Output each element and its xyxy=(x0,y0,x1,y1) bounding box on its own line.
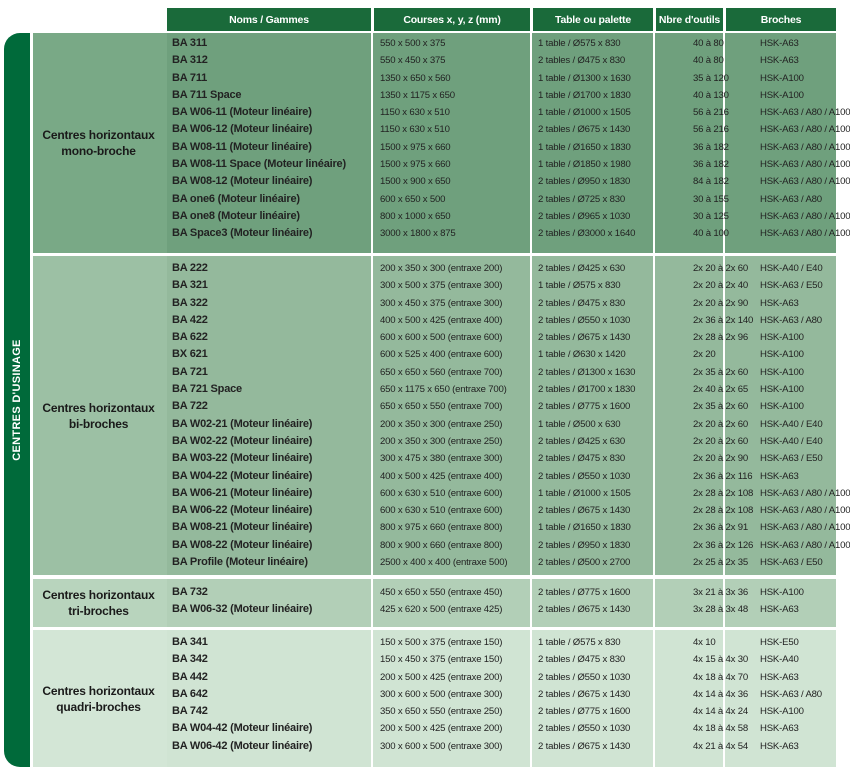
table-row xyxy=(167,173,850,190)
header-courses: Courses x, y, z (mm) xyxy=(374,8,530,31)
table-value: 2 tables / Ø725 x 830 xyxy=(538,193,626,205)
category-label: Centres horizontaux mono-broche xyxy=(42,128,155,158)
model-name: BA 722 xyxy=(172,400,208,413)
table-value: 2 tables / Ø550 x 1030 xyxy=(538,723,631,735)
broches-value: HSK-A100 xyxy=(760,587,804,598)
table-value: 2 tables / Ø775 x 1600 xyxy=(538,587,631,598)
model-name: BA 721 Space xyxy=(172,383,242,396)
model-name: BA W03-22 (Moteur linéaire) xyxy=(172,452,313,465)
table-row xyxy=(167,70,836,87)
broches-value: HSK-A63 / A80 / A100 xyxy=(760,107,850,119)
model-name: BA W08-22 (Moteur linéaire) xyxy=(172,538,313,551)
courses-value: 1350 x 1175 x 650 xyxy=(380,89,455,101)
table-value: 2 tables / Ø675 x 1430 xyxy=(538,688,631,700)
section-mono-broche xyxy=(33,33,850,253)
table-value: 2 tables / Ø775 x 1600 xyxy=(538,706,631,718)
broches-value: HSK-A63 xyxy=(760,470,799,482)
table-row xyxy=(167,191,836,208)
outils-value: 4x 21 à 4x 54 xyxy=(693,740,749,752)
table-row xyxy=(167,329,836,346)
model-name: BA one8 (Moteur linéaire) xyxy=(172,209,300,222)
table-value: 2 tables / Ø500 x 2700 xyxy=(538,557,631,569)
table-value: 2 tables / Ø675 x 1430 xyxy=(538,604,631,616)
header-nbre-outils: Nbre d'outils xyxy=(656,8,723,31)
broches-value: HSK-A63 xyxy=(760,55,799,67)
outils-value: 4x 14 à 4x 36 xyxy=(693,688,749,700)
table-value: 1 table / Ø575 x 830 xyxy=(538,38,621,49)
model-name: BA 711 xyxy=(172,71,208,84)
table-value: 2 tables / Ø950 x 1830 xyxy=(538,539,631,551)
model-name: BX 621 xyxy=(172,348,208,361)
courses-value: 1500 x 975 x 660 xyxy=(380,141,451,153)
outils-value: 2x 20 à 2x 40 xyxy=(693,280,749,292)
broches-value: HSK-A100 xyxy=(760,384,804,396)
courses-value: 150 x 500 x 375 (entraxe 150) xyxy=(380,637,503,648)
outils-value: 2x 20 à 2x 60 xyxy=(693,263,749,274)
table-row xyxy=(167,584,836,601)
outils-value: 40 à 100 xyxy=(693,228,729,240)
courses-value: 650 x 1175 x 650 (entraxe 700) xyxy=(380,384,507,396)
section-bi-broches xyxy=(33,256,850,575)
table-row xyxy=(167,485,850,502)
outils-value: 2x 20 à 2x 60 xyxy=(693,418,749,430)
outils-value: 2x 36 à 2x 140 xyxy=(693,314,754,326)
courses-value: 300 x 450 x 375 (entraxe 300) xyxy=(380,297,503,309)
courses-value: 300 x 600 x 500 (entraxe 300) xyxy=(380,688,503,700)
courses-value: 200 x 350 x 300 (entraxe 200) xyxy=(380,263,503,274)
broches-value: HSK-A63 xyxy=(760,604,799,616)
table-value: 1 table / Ø575 x 830 xyxy=(538,280,621,292)
courses-value: 600 x 600 x 500 (entraxe 600) xyxy=(380,332,503,344)
broches-value: HSK-A63 / A80 xyxy=(760,314,822,326)
outils-value: 4x 15 à 4x 30 xyxy=(693,654,749,666)
table-value: 1 table / Ø500 x 630 xyxy=(538,418,621,430)
outils-value: 2x 36 à 2x 91 xyxy=(693,522,749,534)
courses-value: 800 x 975 x 660 (entraxe 800) xyxy=(380,522,503,534)
table-value: 2 tables / Ø475 x 830 xyxy=(538,453,626,465)
table-value: 2 tables / Ø425 x 630 xyxy=(538,435,626,447)
table-row xyxy=(167,295,836,312)
courses-value: 425 x 620 x 500 (entraxe 425) xyxy=(380,604,503,616)
courses-value: 800 x 900 x 660 (entraxe 800) xyxy=(380,539,503,551)
broches-value: HSK-A100 xyxy=(760,332,804,344)
outils-value: 2x 20 à 2x 60 xyxy=(693,435,749,447)
table-row xyxy=(167,416,836,433)
broches-value: HSK-A100 xyxy=(760,349,804,361)
table-row xyxy=(167,651,836,668)
table-row xyxy=(167,139,850,156)
table-value: 1 table / Ø1300 x 1630 xyxy=(538,72,631,84)
table-value: 1 table / Ø1000 x 1505 xyxy=(538,107,631,119)
model-name: BA W04-22 (Moteur linéaire) xyxy=(172,469,313,482)
courses-value: 350 x 650 x 550 (entraxe 250) xyxy=(380,706,503,718)
header-table-palette: Table ou palette xyxy=(533,8,653,31)
model-name: BA W06-12 (Moteur linéaire) xyxy=(172,123,313,136)
model-name: BA 422 xyxy=(172,313,208,326)
courses-value: 550 x 450 x 375 xyxy=(380,55,446,67)
broches-value: HSK-A63 / A80 / A100 xyxy=(760,522,850,534)
outils-value: 2x 36 à 2x 116 xyxy=(693,470,753,482)
broches-value: HSK-A63 xyxy=(760,297,799,309)
courses-value: 1350 x 650 x 560 xyxy=(380,72,451,84)
table-value: 2 tables / Ø550 x 1030 xyxy=(538,314,631,326)
table-value: 1 table / Ø1000 x 1505 xyxy=(538,487,631,499)
table-row xyxy=(167,519,850,536)
broches-value: HSK-A63 xyxy=(760,671,799,683)
table-row xyxy=(167,634,836,651)
outils-value: 4x 18 à 4x 58 xyxy=(693,723,749,735)
model-name: BA W08-11 (Moteur linéaire) xyxy=(172,140,312,153)
table-value: 2 tables / Ø675 x 1430 xyxy=(538,124,631,136)
courses-value: 200 x 350 x 300 (entraxe 250) xyxy=(380,435,503,447)
outils-value: 40 à 80 xyxy=(693,55,724,67)
broches-value: HSK-A63 / E50 xyxy=(760,557,823,569)
outils-value: 3x 21 à 3x 36 xyxy=(693,587,749,598)
model-name: BA Profile (Moteur linéaire) xyxy=(172,556,308,569)
outils-value: 4x 10 xyxy=(693,637,716,648)
model-name: BA W06-21 (Moteur linéaire) xyxy=(172,486,313,499)
broches-value: HSK-A63 / A80 / A100 xyxy=(760,228,850,240)
outils-value: 56 à 216 xyxy=(693,124,729,136)
broches-value: HSK-A100 xyxy=(760,366,804,378)
model-name: BA 341 xyxy=(172,636,208,648)
courses-value: 300 x 500 x 375 (entraxe 300) xyxy=(380,280,503,292)
courses-value: 1150 x 630 x 510 xyxy=(380,107,450,119)
broches-value: HSK-A63 / A80 / A100 xyxy=(760,487,850,499)
broches-value: HSK-A40 xyxy=(760,654,799,666)
table-value: 2 tables / Ø1300 x 1630 xyxy=(538,366,636,378)
model-name: BA W06-11 (Moteur linéaire) xyxy=(172,106,312,119)
outils-value: 30 à 155 xyxy=(693,193,729,205)
table-value: 1 table / Ø1650 x 1830 xyxy=(538,141,631,153)
header-noms-gammes: Noms / Gammes xyxy=(167,8,371,31)
table-row xyxy=(167,312,836,329)
table-row xyxy=(167,703,836,720)
courses-value: 3000 x 1800 x 875 xyxy=(380,228,456,240)
table-row xyxy=(167,398,836,415)
broches-value: HSK-A40 / E40 xyxy=(760,263,823,274)
table-row xyxy=(167,450,836,467)
courses-value: 200 x 500 x 425 (entraxe 200) xyxy=(380,723,503,735)
table-value: 2 tables / Ø425 x 630 xyxy=(538,263,626,274)
table-value: 2 tables / Ø3000 x 1640 xyxy=(538,228,636,240)
table-row xyxy=(167,669,836,686)
broches-value: HSK-A63 / A80 / A100 xyxy=(760,505,850,517)
table-value: 2 tables / Ø965 x 1030 xyxy=(538,210,631,222)
model-name: BA W08-21 (Moteur linéaire) xyxy=(172,521,313,534)
model-name: BA W08-11 Space (Moteur linéaire) xyxy=(172,158,346,171)
model-name: BA 321 xyxy=(172,279,208,292)
outils-value: 2x 40 à 2x 65 xyxy=(693,384,749,396)
courses-value: 300 x 600 x 500 (entraxe 300) xyxy=(380,740,503,752)
table-value: 2 tables / Ø675 x 1430 xyxy=(538,505,631,517)
courses-value: 400 x 500 x 425 (entraxe 400) xyxy=(380,314,503,326)
courses-value: 800 x 1000 x 650 xyxy=(380,210,451,222)
model-name: BA 711 Space xyxy=(172,88,242,101)
outils-value: 40 à 130 xyxy=(693,89,729,101)
courses-value: 1500 x 900 x 650 xyxy=(380,176,451,188)
table-row xyxy=(167,601,836,618)
section-body xyxy=(167,33,850,253)
courses-value: 600 x 630 x 510 (entraxe 600) xyxy=(380,505,503,517)
outils-value: 2x 25 à 2x 35 xyxy=(693,557,749,569)
table-value: 2 tables / Ø475 x 830 xyxy=(538,654,626,666)
courses-value: 1150 x 630 x 510 xyxy=(380,124,450,136)
model-name: BA 311 xyxy=(172,37,208,49)
table-row xyxy=(167,104,850,121)
category-label: Centres horizontaux tri-broches xyxy=(42,588,155,618)
outils-value: 30 à 125 xyxy=(693,210,729,222)
table-value: 1 table / Ø1850 x 1980 xyxy=(538,159,631,171)
broches-value: HSK-A100 xyxy=(760,706,804,718)
outils-value: 36 à 182 xyxy=(693,159,729,171)
outils-value: 2x 28 à 2x 108 xyxy=(693,487,754,499)
table-row xyxy=(167,554,836,571)
outils-value: 3x 28 à 3x 48 xyxy=(693,604,749,616)
broches-value: HSK-A63 / A80 / A100 xyxy=(760,176,850,188)
broches-value: HSK-A100 xyxy=(760,89,804,101)
table-value: 1 table / Ø630 x 1420 xyxy=(538,349,626,361)
table-value: 2 tables / Ø475 x 830 xyxy=(538,55,626,67)
courses-value: 600 x 650 x 500 xyxy=(380,193,446,205)
side-label-text: CENTRES D'USINAGE xyxy=(11,339,23,461)
broches-value: HSK-A40 / E40 xyxy=(760,418,823,430)
outils-value: 2x 20 à 2x 90 xyxy=(693,453,749,465)
table-row xyxy=(167,121,850,138)
model-name: BA 312 xyxy=(172,54,208,67)
table-value: 2 tables / Ø550 x 1030 xyxy=(538,470,631,482)
courses-value: 600 x 630 x 510 (entraxe 600) xyxy=(380,487,503,499)
table-row xyxy=(167,686,836,703)
model-name: BA 222 xyxy=(172,262,208,274)
table-value: 2 tables / Ø775 x 1600 xyxy=(538,401,631,413)
outils-value: 4x 14 à 4x 24 xyxy=(693,706,749,718)
outils-value: 2x 28 à 2x 96 xyxy=(693,332,749,344)
outils-value: 4x 18 à 4x 70 xyxy=(693,671,749,683)
model-name: BA W02-22 (Moteur linéaire) xyxy=(172,434,313,447)
outils-value: 35 à 120 xyxy=(693,72,729,84)
side-label xyxy=(4,33,30,767)
table-row xyxy=(167,277,836,294)
section-quadri-broches xyxy=(33,630,836,767)
broches-value: HSK-A40 / E40 xyxy=(760,435,823,447)
section-body xyxy=(167,579,836,627)
model-name: BA 622 xyxy=(172,331,208,344)
model-name: BA 442 xyxy=(172,670,208,683)
courses-value: 450 x 650 x 550 (entraxe 450) xyxy=(380,587,503,598)
category-label: Centres horizontaux quadri-broches xyxy=(42,683,155,714)
broches-value: HSK-E50 xyxy=(760,637,799,648)
model-name: BA W06-32 (Moteur linéaire) xyxy=(172,603,313,616)
broches-value: HSK-A100 xyxy=(760,401,804,413)
outils-value: 2x 20 xyxy=(693,349,716,361)
broches-value: HSK-A63 / A80 / A100 xyxy=(760,210,850,222)
broches-value: HSK-A63 xyxy=(760,740,799,752)
table-value: 1 table / Ø1650 x 1830 xyxy=(538,522,631,534)
table-row xyxy=(167,208,850,225)
outils-value: 2x 35 à 2x 60 xyxy=(693,366,749,378)
model-name: BA W06-42 (Moteur linéaire) xyxy=(172,739,313,752)
table-row xyxy=(167,156,850,173)
broches-value: HSK-A63 xyxy=(760,723,799,735)
model-name: BA 732 xyxy=(172,586,208,598)
table-row xyxy=(167,35,836,52)
broches-value: HSK-A63 / E50 xyxy=(760,280,823,292)
courses-value: 300 x 475 x 380 (entraxe 300) xyxy=(380,453,503,465)
broches-value: HSK-A63 / A80 / A100 xyxy=(760,141,850,153)
header-broches: Broches xyxy=(726,8,836,31)
table-value: 2 tables / Ø1700 x 1830 xyxy=(538,384,636,396)
broches-value: HSK-A63 / A80 / A100 xyxy=(760,159,850,171)
courses-value: 400 x 500 x 425 (entraxe 400) xyxy=(380,470,503,482)
model-name: BA 342 xyxy=(172,653,208,666)
model-name: BA W04-42 (Moteur linéaire) xyxy=(172,722,313,735)
section-body xyxy=(167,630,836,767)
table-row xyxy=(167,346,836,363)
outils-value: 40 à 80 xyxy=(693,38,724,49)
table-value: 2 tables / Ø675 x 1430 xyxy=(538,332,631,344)
model-name: BA Space3 (Moteur linéaire) xyxy=(172,227,313,240)
courses-value: 200 x 500 x 425 (entraxe 200) xyxy=(380,671,503,683)
outils-value: 2x 20 à 2x 90 xyxy=(693,297,749,309)
section-tri-broches xyxy=(33,579,836,627)
model-name: BA one6 (Moteur linéaire) xyxy=(172,192,300,205)
section-body xyxy=(167,256,850,575)
table-value: 1 table / Ø1700 x 1830 xyxy=(538,89,631,101)
model-name: BA 322 xyxy=(172,296,208,309)
broches-value: HSK-A63 / A80 xyxy=(760,193,822,205)
category-label: Centres horizontaux bi-broches xyxy=(42,400,155,431)
outils-value: 2x 35 à 2x 60 xyxy=(693,401,749,413)
model-name: BA 642 xyxy=(172,687,208,700)
outils-value: 56 à 216 xyxy=(693,107,729,119)
model-name: BA W08-12 (Moteur linéaire) xyxy=(172,175,313,188)
courses-value: 650 x 650 x 560 (entraxe 700) xyxy=(380,366,503,378)
table-row xyxy=(167,468,836,485)
broches-value: HSK-A63 xyxy=(760,38,799,49)
broches-value: HSK-A63 / A80 / A100 xyxy=(760,124,850,136)
model-name: BA 742 xyxy=(172,705,208,718)
courses-value: 200 x 350 x 300 (entraxe 250) xyxy=(380,418,503,430)
model-name: BA W02-21 (Moteur linéaire) xyxy=(172,417,313,430)
table-row xyxy=(167,738,836,755)
table-value: 2 tables / Ø550 x 1030 xyxy=(538,671,631,683)
courses-value: 550 x 500 x 375 xyxy=(380,38,446,49)
broches-value: HSK-A63 / A80 xyxy=(760,688,822,700)
table-value: 2 tables / Ø475 x 830 xyxy=(538,297,626,309)
courses-value: 1500 x 975 x 660 xyxy=(380,159,451,171)
table-row xyxy=(167,502,850,519)
courses-value: 2500 x 400 x 400 (entraxe 500) xyxy=(380,557,508,569)
table-row xyxy=(167,537,850,554)
table-row xyxy=(167,433,836,450)
table-row xyxy=(167,87,836,104)
courses-value: 600 x 525 x 400 (entraxe 600) xyxy=(380,349,503,361)
courses-value: 150 x 450 x 375 (entraxe 150) xyxy=(380,654,503,666)
outils-value: 2x 28 à 2x 108 xyxy=(693,505,754,517)
table-row xyxy=(167,225,850,242)
table-row xyxy=(167,260,836,277)
outils-value: 2x 36 à 2x 126 xyxy=(693,539,754,551)
table-row xyxy=(167,381,836,398)
table-value: 2 tables / Ø675 x 1430 xyxy=(538,740,631,752)
outils-value: 36 à 182 xyxy=(693,141,729,153)
table-row xyxy=(167,364,836,381)
table-row xyxy=(167,52,836,69)
table-value: 2 tables / Ø950 x 1830 xyxy=(538,176,631,188)
broches-value: HSK-A63 / A80 / A100 xyxy=(760,539,850,551)
model-name: BA 721 xyxy=(172,365,208,378)
outils-value: 84 à 182 xyxy=(693,176,729,188)
broches-value: HSK-A63 / E50 xyxy=(760,453,823,465)
table-value: 1 table / Ø575 x 830 xyxy=(538,637,621,648)
courses-value: 650 x 650 x 550 (entraxe 700) xyxy=(380,401,503,413)
model-name: BA W06-22 (Moteur linéaire) xyxy=(172,504,313,517)
broches-value: HSK-A100 xyxy=(760,72,804,84)
table-row xyxy=(167,720,836,737)
